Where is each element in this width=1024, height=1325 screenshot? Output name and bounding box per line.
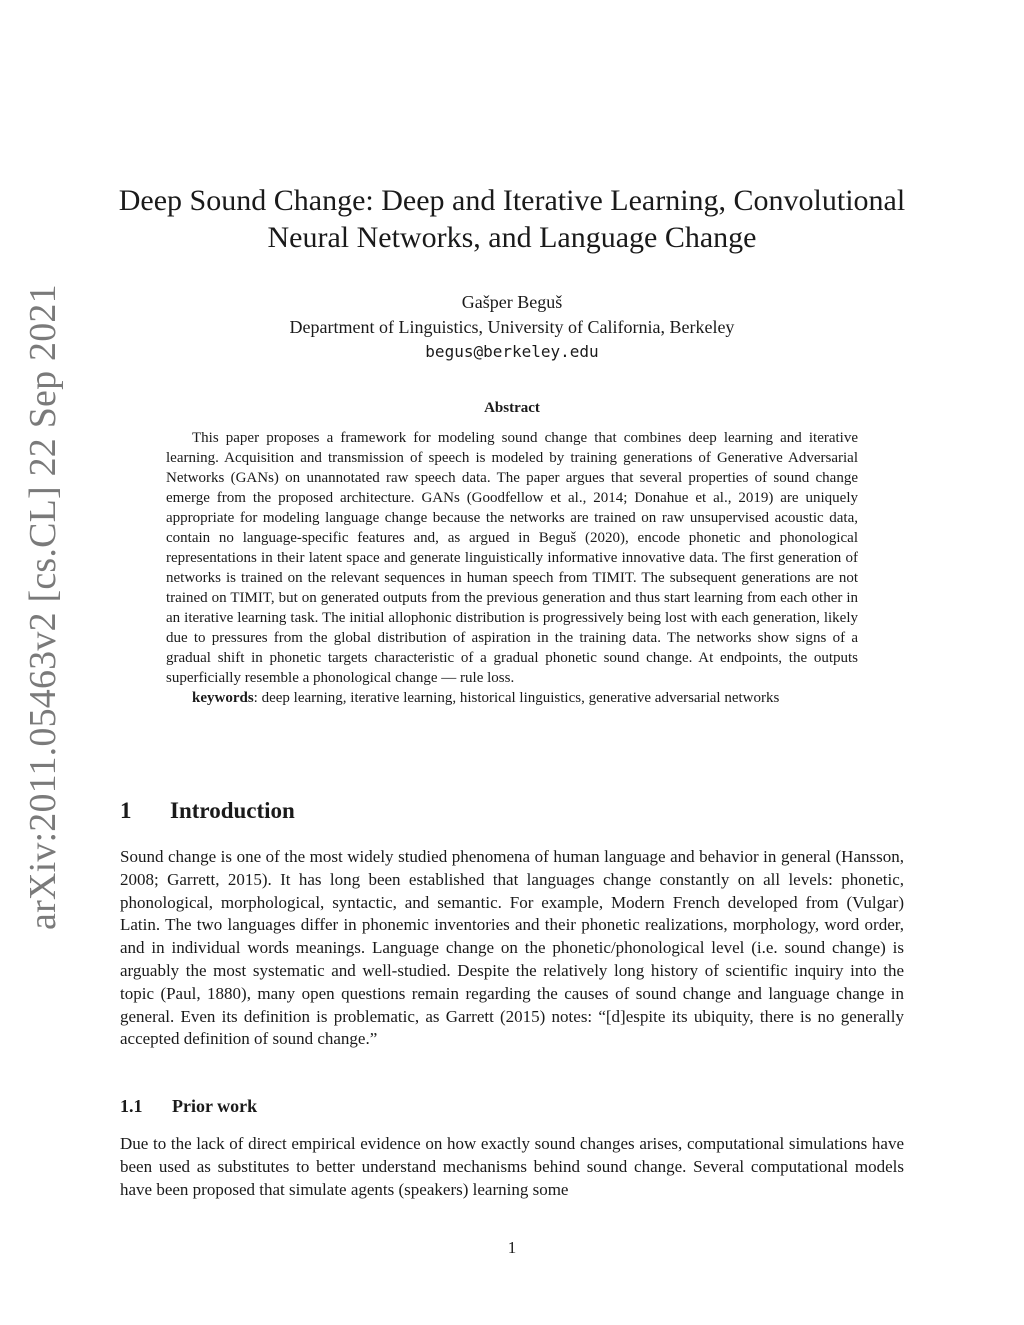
prior-work-paragraph: Due to the lack of direct empirical evidence on how exactly sound changes arises, computational simulations have been used as substitutes to better understand mechanisms behind sound change. Several computational models have been proposed that simulate agents (speakers) learning some	[120, 1134, 904, 1199]
paper-title: Deep Sound Change: Deep and Iterative Learning, Convolutional Neural Networks, and Language Change	[118, 184, 906, 254]
abstract-heading: Abstract	[484, 400, 540, 416]
section-number: 1	[120, 798, 132, 823]
subsection-number: 1.1	[120, 1096, 143, 1116]
arxiv-identifier: arXiv:2011.05463v2 [cs.CL] 22 Sep 2021	[22, 284, 64, 930]
page-number: 1	[507, 1238, 517, 1257]
abstract	[166, 398, 858, 708]
author-email[interactable]: begus@berkeley.edu	[425, 342, 599, 361]
keywords-list: : deep learning, iterative learning, historical linguistics, generative adversarial networks	[253, 690, 780, 706]
author-affiliation: Department of Linguistics, University of California, Berkeley	[289, 317, 735, 337]
author-name: Gašper Beguš	[461, 292, 563, 312]
introduction-paragraph: Sound change is one of the most widely studied phenomena of human language and behavior in general (Hansson, 2008; Garrett, 2015). It has long been established that languages change constantly on all levels: phonetic, phonological, morphological, syntactic, and semantic. For example, Modern French developed from (Vulgar) Latin. The two languages differ in phonemic inventories and their phonetic realizations, morphology, word order, and in individual words meanings. Language change on the phonetic/phonological level (i.e. sound change) is arguably the most systematic and well-studied. Despite the relatively long history of scientific inquiry into the topic (Paul, 1880), many open questions remain regarding the causes of sound change and language change in general. Even its definition is problematic, as Garrett (2015) notes: “[d]espite its ubiquity, there is no generally accepted definition of sound change.”	[120, 847, 904, 1049]
title-block	[100, 182, 924, 361]
subsection-title: Prior work	[172, 1096, 258, 1116]
subsection-heading-prior-work	[120, 1096, 257, 1117]
keywords-label: keywords	[192, 690, 254, 706]
abstract-text: This paper proposes a framework for modeling sound change that combines deep learning and iterative learning. Acquisition and transmission of speech is modeled by training generations of Generative Adversarial Networks (GANs) on unannotated raw speech data. The paper argues that several properties of sound change emerge from the proposed architecture. GANs (Goodfellow et al., 2014; Donahue et al., 2019) are uniquely appropriate for modeling language change because the networks are trained on raw unsupervised acoustic data, contain no language-specific features and, as argued in Beguš (2020), encode phonetic and phonological representations in their latent space and generate linguistically informative innovative data. The first generation of networks is trained on the relevant sequences in human speech from TIMIT. The subsequent generations are not trained on TIMIT, but on generated outputs from the previous generation and thus start learning from each other in an iterative learning task. The initial allophonic distribution is progressively being lost with each generation, likely due to pressures from the global distribution of aspiration in the training data. The networks show signs of a gradual shift in phonetic targets characteristic of a gradual phonetic sound change. At endpoints, the outputs superficially resemble a phonological change — rule loss.	[166, 430, 858, 686]
section-title: Introduction	[170, 798, 295, 823]
section-heading-introduction	[120, 798, 295, 824]
abstract-keywords	[166, 688, 858, 708]
